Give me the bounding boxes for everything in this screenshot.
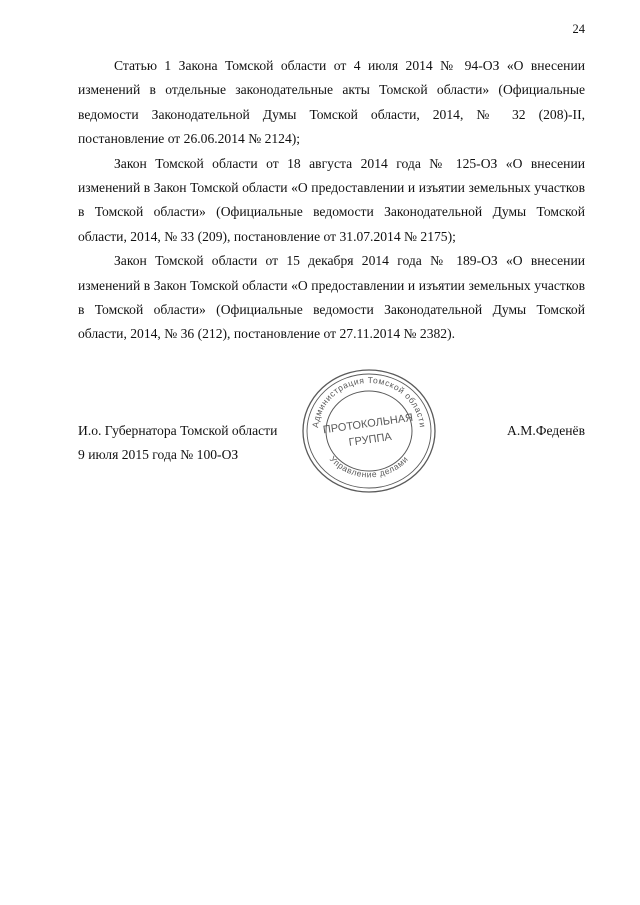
paragraph-law-94-oz: Статью 1 Закона Томской области от 4 июля 2014 № 94-ОЗ «О внесении изменений в отдельные законодательные акты Томской области» (Официальные ведомости Законодательной Думы Томской области, 2014, № 32 (208)-II, постановление от 26.06.2014 № 2124); xyxy=(78,58,585,147)
page-number: 24 xyxy=(572,22,585,36)
official-stamp xyxy=(300,367,438,495)
stamp-inner-line2: ГРУППА xyxy=(348,430,393,449)
paragraph-law-125-oz: Закон Томской области от 18 августа 2014 года № 125-ОЗ «О внесении изменений в Закон Томской области «О предоставлении и изъятии земельных участков в Томской области» (Официальные ведомости Законодательной Думы Томской области, 2014, № 33 (209), постановление от 31.07.2014 № 2175); xyxy=(78,155,585,244)
signatory-title: И.о. Губернатора Томской области xyxy=(78,423,278,438)
paragraph-law-189-oz: Закон Томской области от 15 декабря 2014 года № 189-ОЗ «О внесении изменений в Закон Томской области «О предоставлении и изъятии земельных участков в Томской области» (Официальные ведомости Законодательной Думы Томской области, 2014, № 36 (212), постановление от 27.11.2014 № 2382). xyxy=(78,253,585,342)
stamp-outer-text-bottom: Управление делами xyxy=(327,453,411,480)
stamp-inner-line1: ПРОТОКОЛЬНАЯ xyxy=(322,411,414,437)
signatory-name: А.М.Феденёв xyxy=(507,423,585,438)
stamp-outer-text-top: Администрация Томской области xyxy=(310,374,428,429)
document-body xyxy=(78,54,585,347)
law-date-number: 9 июля 2015 года № 100-ОЗ xyxy=(78,447,239,462)
